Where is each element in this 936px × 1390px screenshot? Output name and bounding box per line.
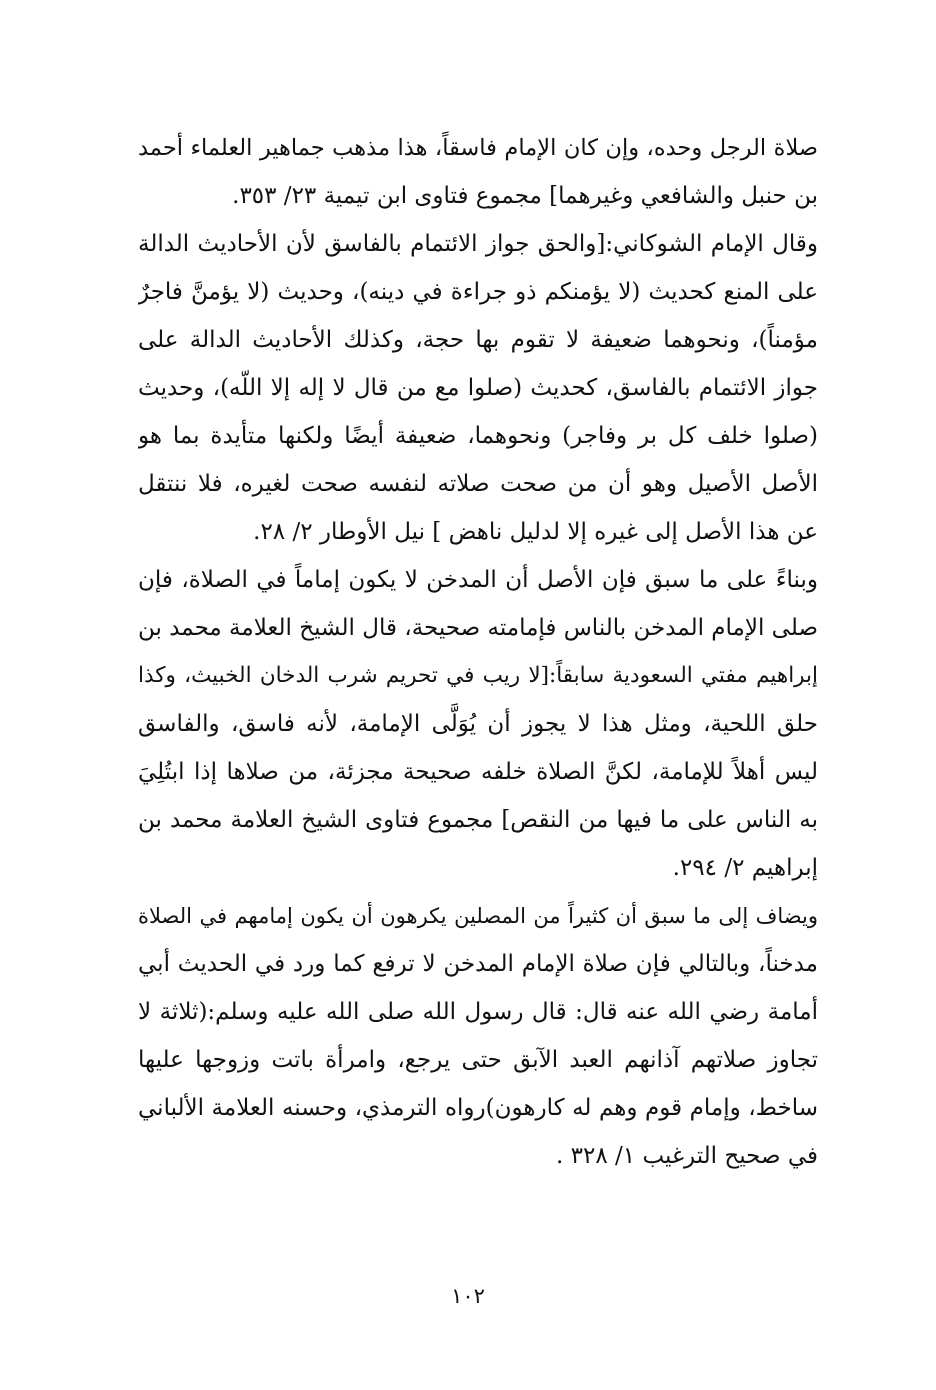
text-line: تجاوز صلاتهم آذانهم العبد الآبق حتى يرجع، وامرأة باتت وزوجها عليها: [138, 1047, 818, 1073]
text-line: صلى الإمام المدخن بالناس فإمامته صحيحة، قال الشيخ العلامة محمد بن: [138, 615, 818, 641]
text-line: جواز الائتمام بالفاسق، كحديث (صلوا مع من قال لا إله إلا اللّه)، وحديث: [138, 375, 818, 401]
text-line: ليس أهلاً للإمامة، لكنَّ الصلاة خلفه صحيحة مجزئة، من صلاها إذا ابتُلِيَ: [138, 759, 818, 785]
text-line: ويضاف إلى ما سبق أن كثيراً من المصلين يكرهون أن يكون إمامهم في الصلاة: [138, 904, 818, 928]
paragraph: [138, 220, 818, 556]
paragraph: [138, 892, 818, 1180]
text-line: الأصل الأصيل وهو أن من صحت صلاته لنفسه صحت لغيره، فلا ننتقل: [138, 471, 818, 497]
paragraph: [138, 556, 818, 892]
text-line: صلاة الرجل وحده، وإن كان الإمام فاسقاً، هذا مذهب جماهير العلماء أحمد: [138, 135, 818, 161]
text-line: (صلوا خلف كل بر وفاجر) ونحوهما، ضعيفة أيضًا ولكنها متأيدة بما هو: [138, 423, 818, 449]
page-number: ١٠٢: [451, 1284, 485, 1308]
text-line: مدخناً، وبالتالي فإن صلاة الإمام المدخن لا ترفع كما ورد في الحديث أبي: [138, 951, 818, 977]
text-line: إبراهيم ٢/ ٢٩٤.: [672, 855, 818, 881]
paragraph: [138, 124, 818, 220]
text-line: مؤمناً)، ونحوهما ضعيفة لا تقوم بها حجة، وكذلك الأحاديث الدالة على: [138, 327, 818, 353]
text-line: أمامة رضي الله عنه قال: قال رسول الله صلى الله عليه وسلم:(ثلاثة لا: [138, 999, 818, 1025]
text-line: وبناءً على ما سبق فإن الأصل أن المدخن لا يكون إماماً في الصلاة، فإن: [138, 567, 818, 593]
text-line: إبراهيم مفتي السعودية سابقاً:[لا ريب في تحريم شرب الدخان الخبيث، وكذا: [138, 663, 818, 688]
body-text: [138, 124, 818, 1180]
text-line: ساخط، وإمام قوم وهم له كارهون)رواه الترمذي، وحسنه العلامة الألباني: [138, 1095, 818, 1121]
text-line: بن حنبل والشافعي وغيرهما] مجموع فتاوى ابن تيمية ٢٣/ ٣٥٣.: [232, 183, 818, 209]
text-line: في صحيح الترغيب ١/ ٣٢٨ .: [556, 1143, 818, 1169]
text-line: على المنع كحديث (لا يؤمنكم ذو جراءة في دينه)، وحديث (لا يؤمنَّ فاجرٌ: [138, 279, 818, 305]
text-line: به الناس على ما فيها من النقص] مجموع فتاوى الشيخ العلامة محمد بن: [138, 807, 818, 833]
text-line: حلق اللحية، ومثل هذا لا يجوز أن يُوَلَّى الإمامة، لأنه فاسق، والفاسق: [138, 711, 818, 737]
text-line: عن هذا الأصل إلى غيره إلا لدليل ناهض ] نيل الأوطار ٢/ ٢٨.: [253, 519, 818, 545]
text-line: وقال الإمام الشوكاني:[والحق جواز الائتمام بالفاسق لأن الأحاديث الدالة: [138, 231, 818, 257]
